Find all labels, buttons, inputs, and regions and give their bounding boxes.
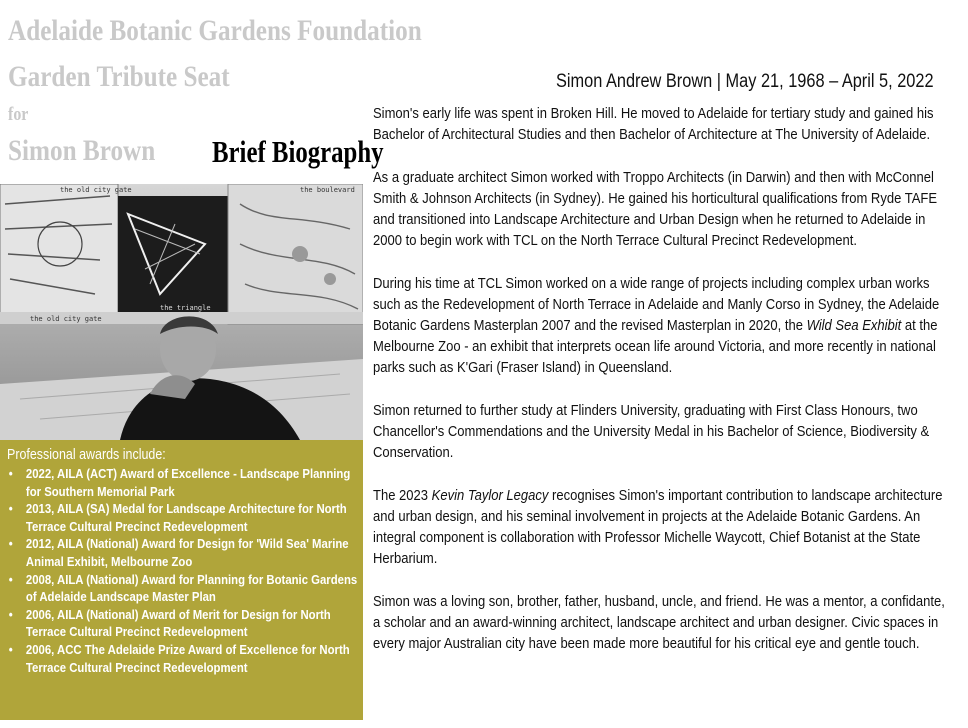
award-item: • 2013, AILA (SA) Medal for Landscape Architecture for North Terrace Cultural Precinct Redevelopment [8,501,347,534]
award-text: 2006, ACC The Adelaide Prize Award of Excellence for North Terrace Cultural Precinct Redevelopment [25,641,350,675]
bio-paragraph: Simon was a loving son, brother, father, husband, uncle, and friend. He was a mentor, a confidante, a scholar and an award-winning architect, landscape architect and urban designer. Civic spaces in every major Australian city have been made more beautiful for his critical eye and gentle touch. [373,593,945,652]
award-item: • 2012, AILA (National) Award for Design for 'Wild Sea' Marine Animal Exhibit, Melbourne Zoo [8,536,349,569]
bio-text: at the Melbourne Zoo - an exhibit that interprets ocean life around Victoria, and more recently in national parks such as K'Gari (Fraser Island) in Queensland. [373,318,938,377]
awards-list [7,465,360,676]
bio-paragraph [373,274,954,380]
person-name-heading: Simon Brown [8,134,156,167]
bio-emphasis: Wild Sea Exhibit [806,318,902,334]
photo-label: the boulevard [300,186,355,194]
awards-title: Professional awards include: [7,447,166,463]
bio-paragraph: As a graduate architect Simon worked with Troppo Architects (in Darwin) and then with McConnel Smith & Johnson Architects (in Sydney). He gained his horticultural qualifications from Ryde TAFE and transitioned into Landscape Architecture and Urban Design when he returned to Adelaide in 2000 to begin work with TCL on the North Terrace Cultural Precinct Redevelopment. [373,169,938,250]
photo-label: the old city gate [30,315,102,323]
award-item: • 2022, AILA (ACT) Award of Excellence - Landscape Planning for Southern Memorial Park [8,466,351,499]
bio-text: recognises Simon's important contribution to landscape architecture and urban design, and his seminal involvement in projects at the Adelaide Botanic Gardens. An integral component is collaboration with Professor Michelle Waycott, Chief Botanist at the State Herbarium. [373,487,943,568]
foundation-title: Adelaide Botanic Gardens Foundation [8,14,422,47]
bio-emphasis: Kevin Taylor Legacy [431,487,549,504]
award-text: 2013, AILA (SA) Medal for Landscape Architecture for North Terrace Cultural Precinct Redevelopment [25,501,347,534]
tribute-seat-title: Garden Tribute Seat [8,60,230,93]
award-text: 2006, AILA (National) Award of Merit for Design for North Terrace Cultural Precinct Redevelopment [25,606,331,640]
award-item: • 2006, AILA (National) Award of Merit for Design for North Terrace Cultural Precinct Redevelopment [8,606,331,640]
biography-text [373,104,954,676]
photo-label: the triangle [160,304,211,312]
awards-panel [0,440,363,720]
award-text: 2012, AILA (National) Award for Design for 'Wild Sea' Marine Animal Exhibit, Melbourne Zoo [25,536,349,569]
award-text: 2008, AILA (National) Award for Planning for Botanic Gardens of Adelaide Landscape Master Plan [25,571,358,605]
bio-paragraph: Simon's early life was spent in Broken Hill. He moved to Adelaide for tertiary study and gained his Bachelor of Architectural Studies and then Bachelor of Architecture at The University of Adelaide. [373,106,934,144]
bio-text: The 2023 [373,487,432,504]
bio-paragraph [373,486,954,571]
photo-label: the old city gate [60,186,132,194]
bio-paragraph: Simon returned to further study at Flinders University, graduating with First Class Honours, two Chancellor's Commendations and the University Medal in his Bachelor of Science, Biodiversity & Conservation. [373,402,930,462]
architect-photo [0,184,363,440]
award-item: • 2006, ACC The Adelaide Prize Award of Excellence for North Terrace Cultural Precinct Redevelopment [8,641,350,675]
award-text: 2022, AILA (ACT) Award of Excellence - Landscape Planning for Southern Memorial Park [25,466,351,499]
award-item: • 2008, AILA (National) Award for Planning for Botanic Gardens of Adelaide Landscape Master Plan [8,571,358,605]
name-dates-line: Simon Andrew Brown | May 21, 1968 – April 5, 2022 [556,71,934,92]
brief-biography-heading: Brief Biography [212,134,384,169]
bio-text: During his time at TCL Simon worked on a wide range of projects including complex urban works such as the Redevelopment of North Terrace in Adelaide and Manly Corso in Sydney, the Adelaide Botanic Gardens Masterplan 2007 and the revised Masterplan in 2020, the [373,275,940,334]
for-label: for [8,104,29,125]
